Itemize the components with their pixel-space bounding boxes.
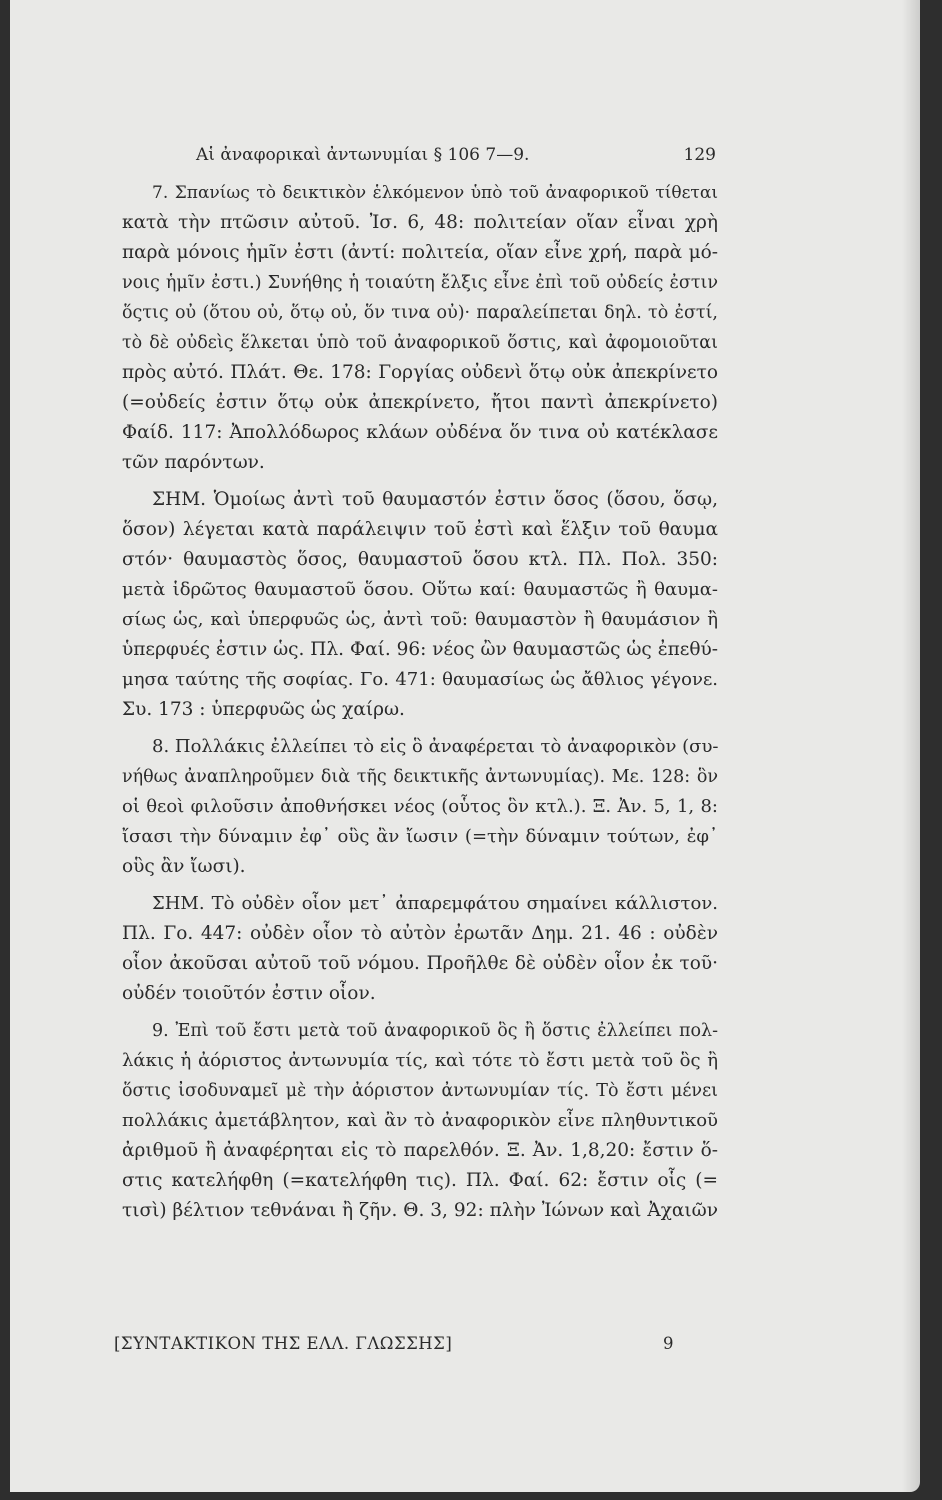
text-line: οἷον ἀκοῦσαι αὐτοῦ τοῦ νόμου. Προῆλθε δὲ οὐδὲν οἷον ἐκ τοῦ· [122, 953, 718, 974]
book-page [10, 0, 920, 1492]
text-line: (=οὐδείς ἐστιν ὅτῳ οὐκ ἀπεκρίνετο, ἤτοι παντὶ ἀπεκρίνετο) [122, 392, 718, 413]
running-title: Αἱ ἀναφορικαὶ ἀντωνυμίαι § 106 7—9. [196, 145, 530, 165]
text-line: Συ. 173 : ὑπερφυῶς ὡς χαίρω. [122, 699, 405, 720]
body-text [122, 178, 718, 1226]
text-line: Πλ. Γο. 447: οὐδὲν οἷον τὸ αὐτὸν ἐρωτᾶν Δημ. 21. 46 : οὐδὲν [122, 923, 718, 944]
text-line: στόν· θαυμαστὸς ὅσος, θαυμαστοῦ ὅσου κτλ. Πλ. Πολ. 350: [122, 549, 718, 570]
text-line: ὅςτις οὐ (ὅτου οὐ, ὅτῳ οὐ, ὅν τινα οὐ)· παραλείπεται δηλ. τὸ ἐστί, [122, 303, 718, 323]
text-line: μετὰ ἱδρῶτος θαυμαστοῦ ὅσου. Οὕτω καί: θαυμαστῶς ἢ θαυμα- [122, 579, 718, 600]
text-line: 8. Πολλάκις ἐλλείπει τὸ εἰς ὃ ἀναφέρεται τὸ ἀναφορικὸν (συ- [152, 736, 718, 757]
text-line: ΣΗΜ. Ὁμοίως ἀντὶ τοῦ θαυμαστόν ἐστιν ὅσος (ὅσου, ὅσῳ, [152, 489, 718, 510]
text-line: τῶν παρόντων. [122, 452, 265, 473]
text-line: τὸ δὲ οὐδεὶς ἕλκεται ὑπὸ τοῦ ἀναφορικοῦ ὅστις, καὶ ἀφομοιοῦται [122, 333, 718, 353]
text-line: πολλάκις ἀμετάβλητον, καὶ ἂν τὸ ἀναφορικὸν εἶνε πληθυντικοῦ [122, 1110, 718, 1131]
text-line: Φαίδ. 117: Ἀπολλόδωρος κλάων οὐδένα ὅν τινα οὐ κατέκλασε [122, 422, 718, 443]
text-line: 7. Σπανίως τὸ δεικτικὸν ἑλκόμενον ὑπὸ τοῦ ἀναφορικοῦ τίθεται [152, 183, 718, 203]
text-line: οὓς ἂν ἴωσι). [122, 856, 246, 877]
signature-title: [ΣΥΝΤΑΚΤΙΚΟΝ ΤΗΣ ΕΛΛ. ΓΛΩΣΣΗΣ] [114, 1334, 453, 1353]
text-line: ὅσον) λέγεται κατὰ παράλειψιν τοῦ ἐστὶ καὶ ἕλξιν τοῦ θαυμα [122, 519, 718, 540]
page-header [196, 145, 716, 169]
text-line: λάκις ἡ ἀόριστος ἀντωνυμία τίς, καὶ τότε τὸ ἔστι μετὰ τοῦ ὃς ἢ [122, 1050, 718, 1071]
text-line: ὅστις ἰσοδυναμεῖ μὲ τὴν ἀόριστον ἀντωνυμίαν τίς. Τὸ ἔστι μένει [122, 1081, 718, 1101]
text-line: ἀριθμοῦ ἢ ἀναφέρηται εἰς τὸ παρελθόν. Ξ. Ἀν. 1,8,20: ἔστιν ὅ- [122, 1140, 718, 1161]
page-number: 129 [683, 145, 716, 165]
text-line: οἱ θεοὶ φιλοῦσιν ἀποθνήσκει νέος (οὗτος ὃν κτλ.). Ξ. Ἀν. 5, 1, 8: [122, 796, 718, 817]
text-line: ΣΗΜ. Τὸ οὐδὲν οἷον μετ᾽ ἀπαρεμφάτου σημαίνει κάλλιστον. [152, 893, 718, 914]
page-footer [114, 1334, 674, 1358]
text-line: μησα ταύτης τῆς σοφίας. Γο. 471: θαυμασίως ὡς ἄθλιος γέγονε. [122, 669, 718, 690]
text-line: πρὸς αὐτό. Πλάτ. Θε. 178: Γοργίας οὐδενὶ ὅτῳ οὐκ ἀπεκρίνετο [122, 362, 718, 383]
text-line: οὐδέν τοιοῦτόν ἐστιν οἷον. [122, 983, 376, 1004]
text-line: 9. Ἐπὶ τοῦ ἔστι μετὰ τοῦ ἀναφορικοῦ ὃς ἢ ὅστις ἐλλείπει πολ- [152, 1021, 718, 1041]
text-line: τισὶ) βέλτιον τεθνάναι ἢ ζῆν. Θ. 3, 92: πλὴν Ἰώνων καὶ Ἀχαιῶν [122, 1200, 718, 1221]
text-line: σίως ὡς, καὶ ὑπερφυῶς ὡς, ἀντὶ τοῦ: θαυμαστὸν ἢ θαυμάσιον ἢ [122, 609, 718, 630]
text-line: ὑπερφυές ἐστιν ὡς. Πλ. Φαί. 96: νέος ὢν θαυμαστῶς ὡς ἐπεθύ- [122, 639, 718, 660]
text-line: παρὰ μόνοις ἡμῖν ἐστι (ἀντί: πολιτεία, οἵαν εἶνε χρή, παρὰ μό- [122, 242, 718, 263]
text-line: νοις ἡμῖν ἐστι.) Συνήθης ἡ τοιαύτη ἔλξις εἶνε ἐπὶ τοῦ οὐδείς ἐστιν [122, 273, 718, 293]
text-line: ἴσασι τὴν δύναμιν ἐφ᾽ οὓς ἂν ἴωσιν (=τὴν δύναμιν τούτων, ἐφ᾽ [122, 826, 718, 847]
signature-number: 9 [663, 1334, 674, 1353]
text-line: κατὰ τὴν πτῶσιν αὐτοῦ. Ἰσ. 6, 48: πολιτείαν οἵαν εἶναι χρὴ [122, 212, 718, 233]
text-line: στις κατελήφθη (=κατελήφθη τις). Πλ. Φαί. 62: ἔστιν οἷς (= [122, 1170, 718, 1191]
text-line: νήθως ἀναπληροῦμεν διὰ τῆς δεικτικῆς ἀντωνυμίας). Με. 128: ὃν [122, 767, 718, 787]
